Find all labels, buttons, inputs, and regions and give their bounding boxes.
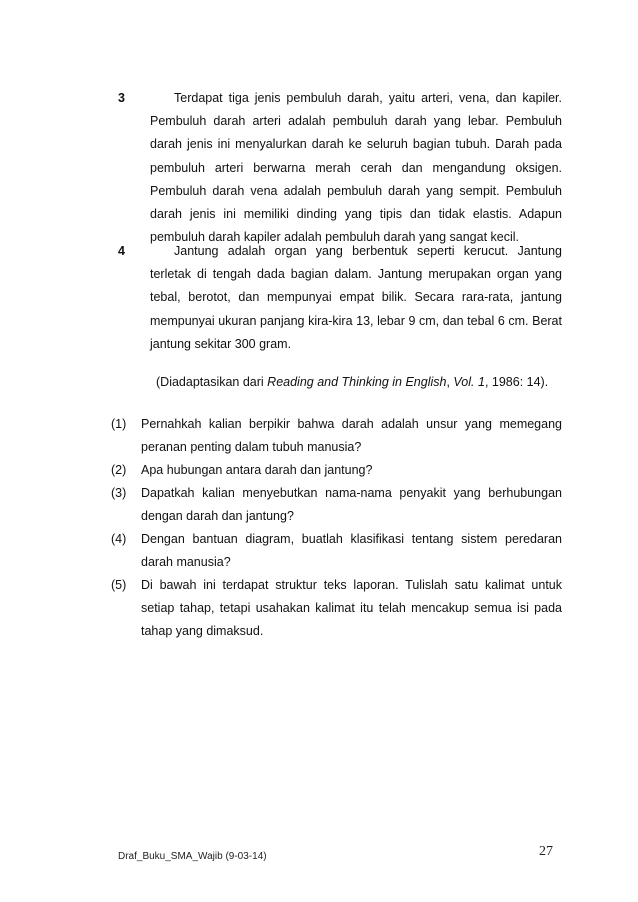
paragraph-number: 4	[118, 244, 125, 258]
question-5	[111, 574, 562, 643]
question-number: (3)	[111, 486, 127, 500]
paragraph-text	[150, 87, 562, 249]
paragraph-first-line: Terdapat tiga jenis pembuluh darah, yaitu arteri, vena, dan kapiler.	[174, 91, 562, 105]
paragraph-text	[150, 240, 562, 356]
question-number: (4)	[111, 532, 127, 546]
citation-title: Reading and Thinking in English	[267, 375, 447, 389]
question-4	[111, 528, 562, 574]
paragraph-4	[118, 240, 562, 356]
question-number: (5)	[111, 578, 127, 592]
paragraph-first-line: Jantung adalah organ yang berbentuk seperti kerucut. Jantung	[174, 244, 562, 258]
question-text: Dengan bantuan diagram, buatlah klasifikasi tentang sistem peredaran darah manusia?	[141, 532, 562, 569]
source-citation: (Diadaptasikan dari Reading and Thinking in English, Vol. 1, 1986: 14).	[156, 375, 549, 389]
paragraph-3	[118, 87, 562, 249]
question-text: Pernahkah kalian berpikir bahwa darah adalah unsur yang memegang peranan penting dalam tubuh manusia?	[141, 417, 562, 454]
citation-volume: Vol. 1	[453, 375, 485, 389]
question-text: Dapatkah kalian menyebutkan nama-nama penyakit yang berhubungan dengan darah dan jantung?	[141, 486, 562, 523]
question-3	[111, 482, 562, 528]
question-2	[111, 459, 562, 482]
paragraph-number: 3	[118, 91, 125, 105]
question-text: Di bawah ini terdapat struktur teks laporan. Tulislah satu kalimat untuk setiap tahap, tetapi usahakan kalimat itu telah mencakup semua isi pada tahap yang dimaksud.	[141, 578, 562, 638]
question-number: (2)	[111, 463, 127, 477]
question-1	[111, 413, 562, 459]
paragraph-body: Pembuluh darah arteri adalah pembuluh darah yang lebar. Pembuluh darah jenis ini menyalurkan darah ke seluruh bagian tubuh. Darah pada pembuluh arteri berwarna merah cerah dan mengandung oksigen. Pembuluh darah vena adalah pembuluh darah yang sempit. Pembuluh darah jenis ini memiliki dinding yang tipis dan tidak elastis. Adapun pembuluh darah kapiler adalah pembuluh darah yang sangat kecil.	[150, 114, 562, 245]
question-text: Apa hubungan antara darah dan jantung?	[141, 463, 373, 477]
paragraph-body: terletak di tengah dada bagian dalam. Jantung merupakan organ yang tebal, berotot, dan mempunyai empat bilik. Secara rara-rata, jantung mempunyai ukuran panjang kira-kira 13, lebar 9 cm, dan tebal 6 cm. Berat jantung sekitar 300 gram.	[150, 267, 562, 351]
footer-draft-label: Draf_Buku_SMA_Wajib (9-03-14)	[118, 851, 267, 862]
question-number: (1)	[111, 417, 127, 431]
page-number: 27	[539, 844, 553, 859]
